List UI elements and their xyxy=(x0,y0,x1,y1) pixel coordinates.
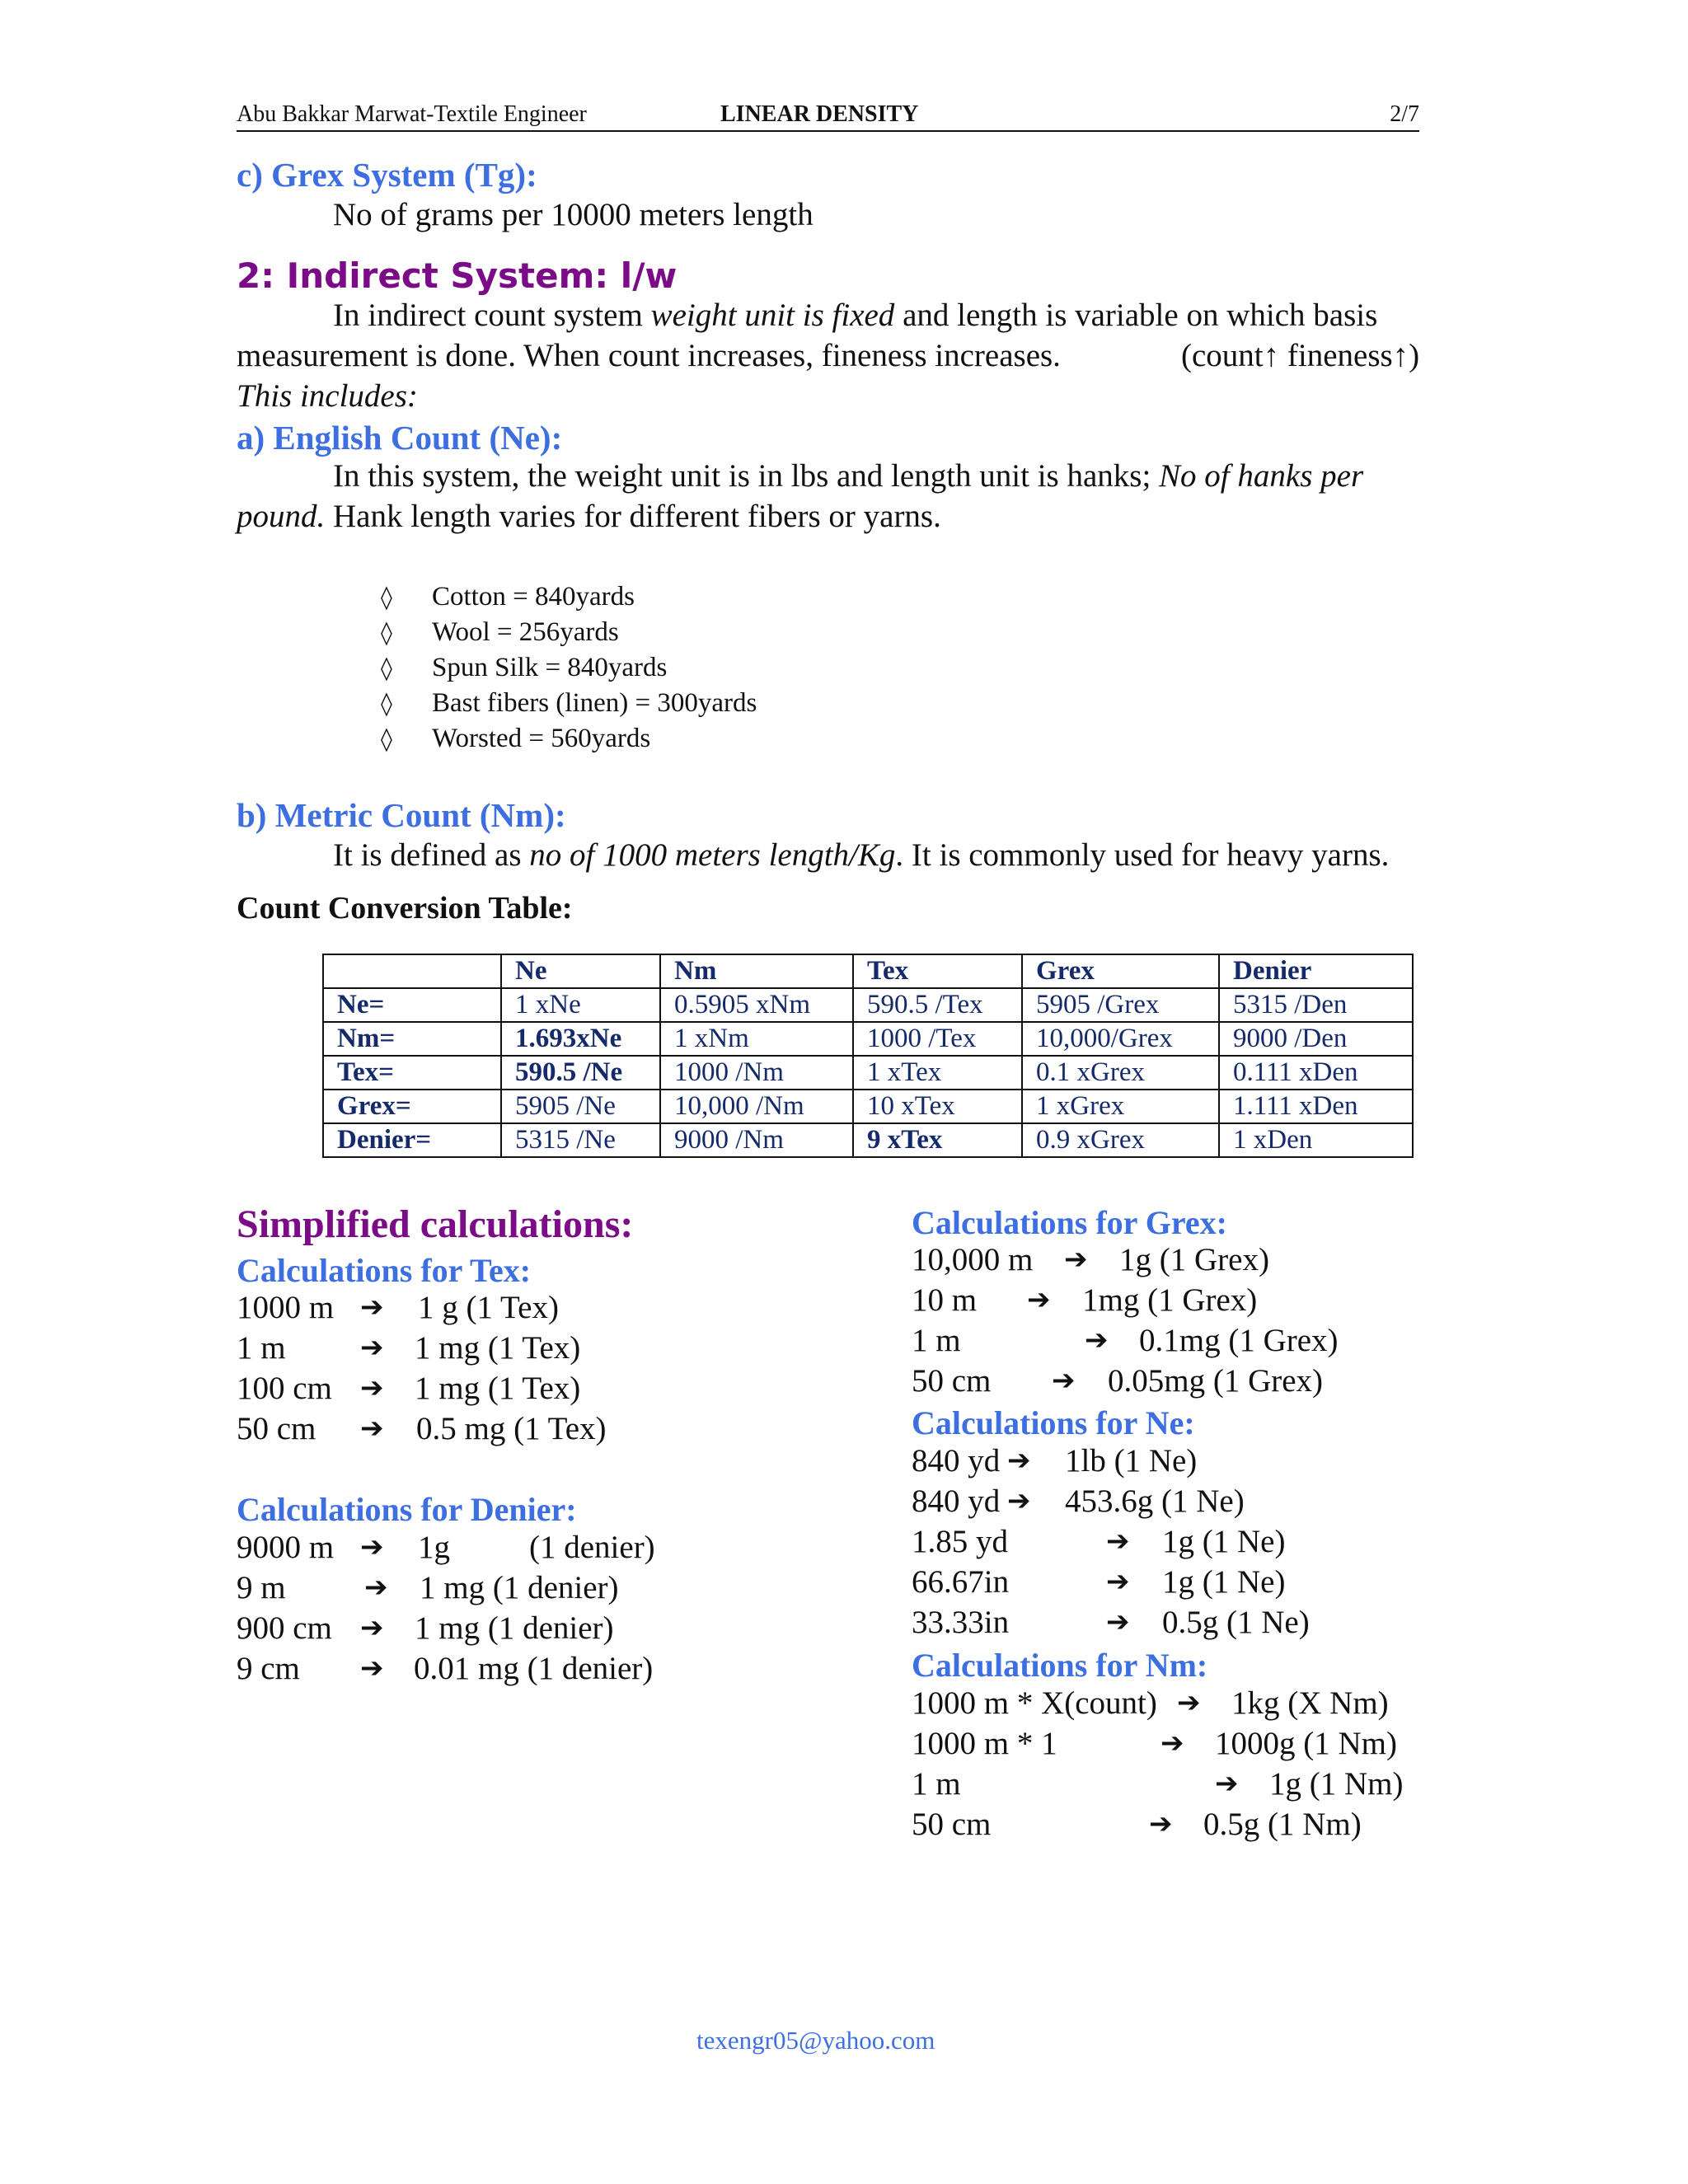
arrow-right-icon: ➔ xyxy=(1085,1324,1109,1357)
table-cell: 0.5905 xNm xyxy=(660,988,853,1022)
count-conversion-table xyxy=(322,954,1414,1158)
table-cell: 1000 /Nm xyxy=(660,1056,853,1090)
table-cell: 0.111 xDen xyxy=(1219,1056,1413,1090)
table-cell: 1 xTex xyxy=(853,1056,1022,1090)
table-row-label: Ne= xyxy=(323,988,501,1022)
grex-calculations-heading: Calculations for Grex: xyxy=(912,1204,1227,1241)
table-cell: 10,000/Grex xyxy=(1022,1022,1219,1056)
diamond-bullet-icon: ◊ xyxy=(381,690,392,717)
table-cell: 1 xGrex xyxy=(1022,1090,1219,1123)
table-row xyxy=(323,1056,1413,1090)
denier-calculations-heading: Calculations for Denier: xyxy=(237,1491,577,1528)
arrow-right-icon: ➔ xyxy=(360,1291,384,1324)
arrow-right-icon: ➔ xyxy=(360,1371,384,1404)
table-header-cell: Grex xyxy=(1022,954,1219,988)
table-row-label: Tex= xyxy=(323,1056,501,1090)
running-header xyxy=(237,97,1419,132)
arrow-right-icon: ➔ xyxy=(360,1530,384,1563)
table-cell: 9000 /Den xyxy=(1219,1022,1413,1056)
hank-length-list xyxy=(381,579,757,757)
arrow-right-icon: ➔ xyxy=(360,1652,384,1685)
table-cell: 590.5 /Ne xyxy=(501,1056,660,1090)
diamond-bullet-icon: ◊ xyxy=(381,583,392,611)
table-cell: 1 xDen xyxy=(1219,1123,1413,1157)
grex-heading: c) Grex System (Tg): xyxy=(237,156,537,194)
indirect-heading: 2: Indirect System: l/w xyxy=(237,255,678,296)
table-cell: 9000 /Nm xyxy=(660,1123,853,1157)
arrow-right-icon: ➔ xyxy=(1160,1727,1184,1760)
table-cell: 10 xTex xyxy=(853,1090,1022,1123)
table-header-cell: Tex xyxy=(853,954,1022,988)
arrow-right-icon: ➔ xyxy=(364,1571,388,1604)
arrow-right-icon: ➔ xyxy=(1149,1807,1173,1840)
table-cell: 0.1 xGrex xyxy=(1022,1056,1219,1090)
arrow-right-icon: ➔ xyxy=(1106,1565,1130,1598)
arrow-right-icon: ➔ xyxy=(360,1611,384,1644)
list-item: ◊ Worsted = 560yards xyxy=(381,721,757,757)
arrow-right-icon: ➔ xyxy=(1215,1767,1239,1800)
table-row xyxy=(323,988,1413,1022)
grex-definition: No of grams per 10000 meters length xyxy=(333,197,814,232)
diamond-bullet-icon: ◊ xyxy=(381,619,392,646)
indirect-paragraph-line1: In indirect count system weight unit is fixed and length is variable on which basis xyxy=(333,298,1378,333)
indirect-paragraph-line2: measurement is done. When count increases, fineness increases. xyxy=(237,338,1061,373)
arrow-right-icon: ➔ xyxy=(1007,1484,1031,1517)
table-cell: 5315 /Den xyxy=(1219,988,1413,1022)
table-header-cell xyxy=(323,954,501,988)
list-item: ◊ Spun Silk = 840yards xyxy=(381,650,757,686)
arrow-right-icon: ➔ xyxy=(1027,1283,1051,1316)
english-paragraph-line1: In this system, the weight unit is in lbs and length unit is hanks; No of hanks per xyxy=(333,458,1364,494)
list-item: ◊ Wool = 256yards xyxy=(381,615,757,650)
table-cell: 1000 /Tex xyxy=(853,1022,1022,1056)
table-cell: 5905 /Grex xyxy=(1022,988,1219,1022)
nm-calculations-heading: Calculations for Nm: xyxy=(912,1647,1208,1684)
table-row xyxy=(323,1090,1413,1123)
english-paragraph-line2: pound. Hank length varies for different fibers or yarns. xyxy=(237,499,941,534)
table-row-label: Nm= xyxy=(323,1022,501,1056)
arrow-right-icon: ➔ xyxy=(1052,1364,1076,1397)
ne-calculations-heading: Calculations for Ne: xyxy=(912,1404,1195,1441)
table-header-row xyxy=(323,954,1413,988)
table-cell: 1 xNm xyxy=(660,1022,853,1056)
list-item: ◊ Cotton = 840yards xyxy=(381,579,757,615)
table-cell: 10,000 /Nm xyxy=(660,1090,853,1123)
table-row-label: Denier= xyxy=(323,1123,501,1157)
arrow-right-icon: ➔ xyxy=(360,1412,384,1445)
arrow-right-icon: ➔ xyxy=(1177,1686,1201,1719)
table-cell: 5315 /Ne xyxy=(501,1123,660,1157)
footer-email: texengr05@yahoo.com xyxy=(696,2026,935,2055)
english-count-heading: a) English Count (Ne): xyxy=(237,419,563,457)
includes-label: This includes: xyxy=(237,378,418,414)
diamond-bullet-icon: ◊ xyxy=(381,654,392,682)
arrow-right-icon: ➔ xyxy=(1106,1605,1130,1638)
metric-paragraph: It is defined as no of 1000 meters length/Kg. It is commonly used for heavy yarns. xyxy=(333,837,1390,873)
table-cell: 1.111 xDen xyxy=(1219,1090,1413,1123)
list-item: ◊ Bast fibers (linen) = 300yards xyxy=(381,686,757,721)
table-cell: 590.5 /Tex xyxy=(853,988,1022,1022)
table-cell: 9 xTex xyxy=(853,1123,1022,1157)
table-header-cell: Ne xyxy=(501,954,660,988)
simplified-calculations-heading: Simplified calculations: xyxy=(237,1202,634,1246)
arrow-right-icon: ➔ xyxy=(1106,1525,1130,1558)
tex-calculations-heading: Calculations for Tex: xyxy=(237,1252,532,1289)
arrow-right-icon: ➔ xyxy=(1007,1444,1031,1477)
metric-count-heading: b) Metric Count (Nm): xyxy=(237,796,566,834)
arrow-right-icon: ➔ xyxy=(360,1331,384,1364)
table-cell: 5905 /Ne xyxy=(501,1090,660,1123)
table-row xyxy=(323,1123,1413,1157)
header-author: Abu Bakkar Marwat-Textile Engineer xyxy=(237,101,587,127)
table-cell: 1 xNe xyxy=(501,988,660,1022)
table-header-cell: Nm xyxy=(660,954,853,988)
table-cell: 1.693xNe xyxy=(501,1022,660,1056)
table-row xyxy=(323,1022,1413,1056)
header-title: LINEAR DENSITY xyxy=(720,101,919,127)
arrow-right-icon: ➔ xyxy=(1064,1243,1088,1276)
indirect-count-note: (count↑ fineness↑) xyxy=(1181,338,1420,373)
table-header-cell: Denier xyxy=(1219,954,1413,988)
table-cell: 0.9 xGrex xyxy=(1022,1123,1219,1157)
table-row-label: Grex= xyxy=(323,1090,501,1123)
diamond-bullet-icon: ◊ xyxy=(381,725,392,752)
header-page-number: 2/7 xyxy=(1390,101,1419,127)
table-title: Count Conversion Table: xyxy=(237,891,573,926)
